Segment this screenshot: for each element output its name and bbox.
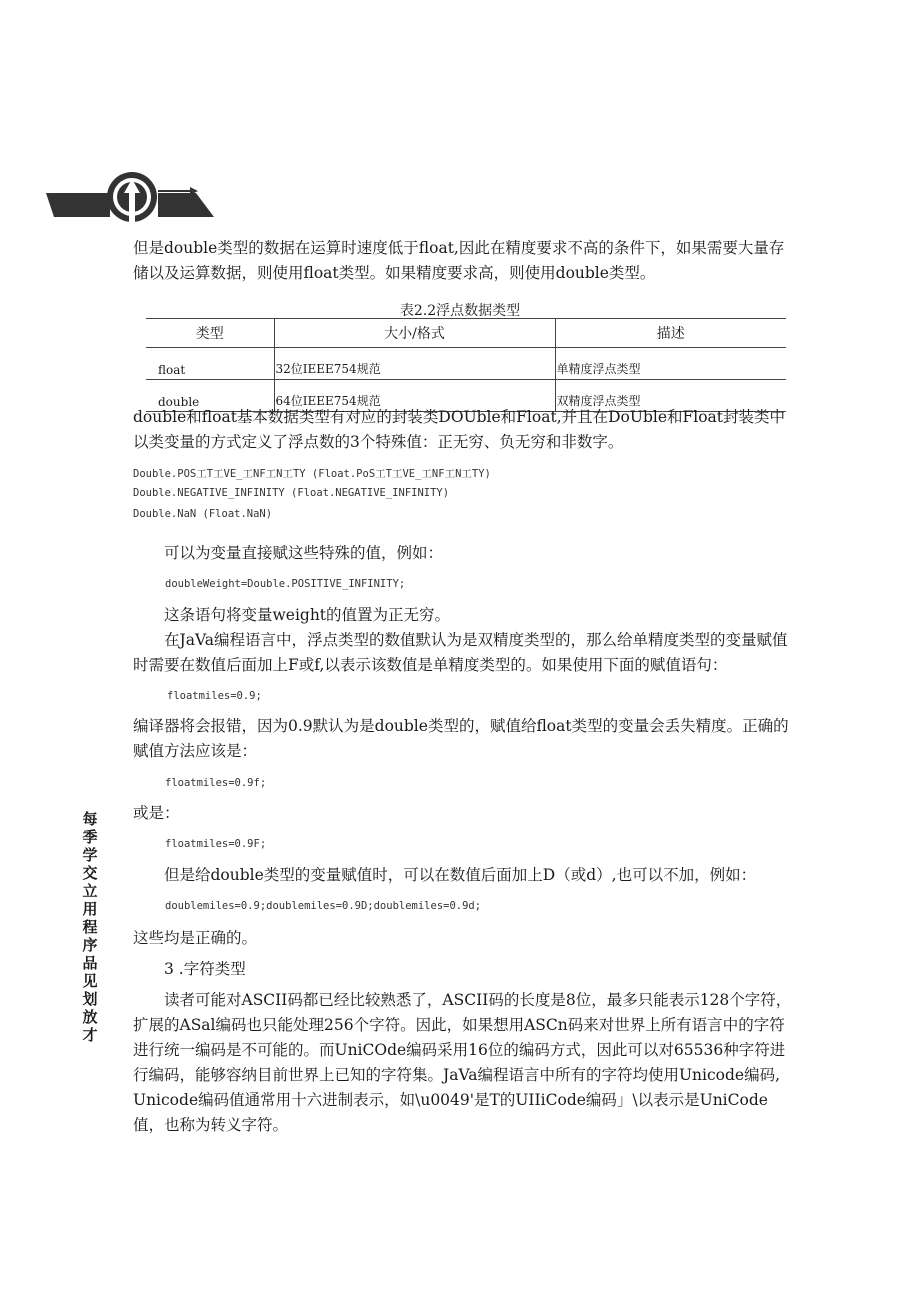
paragraph-java-float: 在JaVa编程语言中，浮点类型的数值默认为是双精度类型的，那么给单精度类型的变量赋值时需要在数值后面加上F或f,以表示该数值是单精度类型的。如果使用下面的赋值语句： [133, 631, 788, 674]
code-line: doubleWeight=Double.POSITIVE_INFINITY; [165, 578, 406, 590]
paragraph-double-suffix: 但是给double类型的变量赋值时，可以在数值后面加上D（或d）,也可以不加，例如： [164, 866, 757, 884]
side-vertical-text: 每季学交立用程序品见划放才 [82, 810, 98, 1044]
paragraph-float-double: 但是double类型的数据在运算时速度低于float,因此在精度要求不高的条件下，如果需要大量存储以及运算数据，则使用float类型。如果精度要求高，则使用double类型。 [133, 239, 785, 282]
header-description: 描述 [555, 319, 786, 348]
code-line: floatmiles=0.9; [167, 690, 262, 702]
paragraph-weight: 这条语句将变量weight的值置为正无穷。 [164, 606, 451, 624]
cell-size: 32位IEEE754规范 [274, 348, 555, 380]
table-row [146, 348, 786, 380]
paragraph-or: 或是： [133, 804, 180, 822]
cell-type: float [146, 348, 274, 380]
cell-description: 单精度浮点类型 [555, 348, 786, 380]
chapter-logo-icon [46, 171, 216, 223]
paragraph-char-type: 读者可能对ASCII码都已经比较熟悉了，ASCII码的长度是8位，最多只能表示128个字符，扩展的ASal编码也只能处理256个字符。因此，如果想用ASCn码来对世界上所有语言中的字符进行统一编码是不可能的。而UniCOde编码采用16位的编码方式，因此可以对65536种字符进行编码，能够容纳目前世界上已知的字符集。JaVa编程语言中所有的字符均使用Unicode编码, Unicode编码值通常用十六进制表示，如\u0049'是T的UIIiCode编码」\以表示是UniCode值，也称为转义字符。 [133, 991, 792, 1134]
float-types-table [146, 318, 786, 412]
header-size-format: 大小/格式 [274, 319, 555, 348]
paragraph-wrapper-classes: double和float基本数据类型有对应的封装类DOUble和Float,并且在DoUble和Float封装类中以类变量的方式定义了浮点数的3个特殊值：正无穷、负无穷和非数字。 [133, 408, 786, 451]
table-header-row [146, 319, 786, 348]
code-line: Double.NEGATIVE_INFINITY (Float.NEGATIVE_INFINITY) [133, 487, 450, 499]
table-caption: 表2.2浮点数据类型 [399, 303, 521, 319]
cell-type: double [146, 380, 274, 412]
cell-size: 64位IEEE754规范 [274, 380, 555, 412]
code-line: Double.POS工T工VE_工NF工N工TY (Float.PoS工T工VE_工NF工N工TY) [133, 468, 491, 480]
paragraph-assign-special: 可以为变量直接赋这些特殊的值，例如： [164, 544, 444, 562]
paragraph-compile-error: 编译器将会报错，因为0.9默认为是double类型的，赋值给float类型的变量会丢失精度。正确的赋值方法应该是： [133, 717, 789, 760]
code-line: floatmiles=0.9F; [165, 838, 267, 850]
cell-description: 双精度浮点类型 [555, 380, 786, 412]
code-line: Double.NaN (Float.NaN) [133, 508, 273, 520]
code-line: doublemiles=0.9;doublemiles=0.9D;doublemiles=0.9d; [165, 900, 482, 912]
code-line: floatmiles=0.9f; [165, 777, 267, 789]
section-heading: 3 .字符类型 [164, 960, 246, 978]
header-type: 类型 [146, 319, 274, 348]
paragraph-correct: 这些均是正确的。 [133, 929, 258, 947]
